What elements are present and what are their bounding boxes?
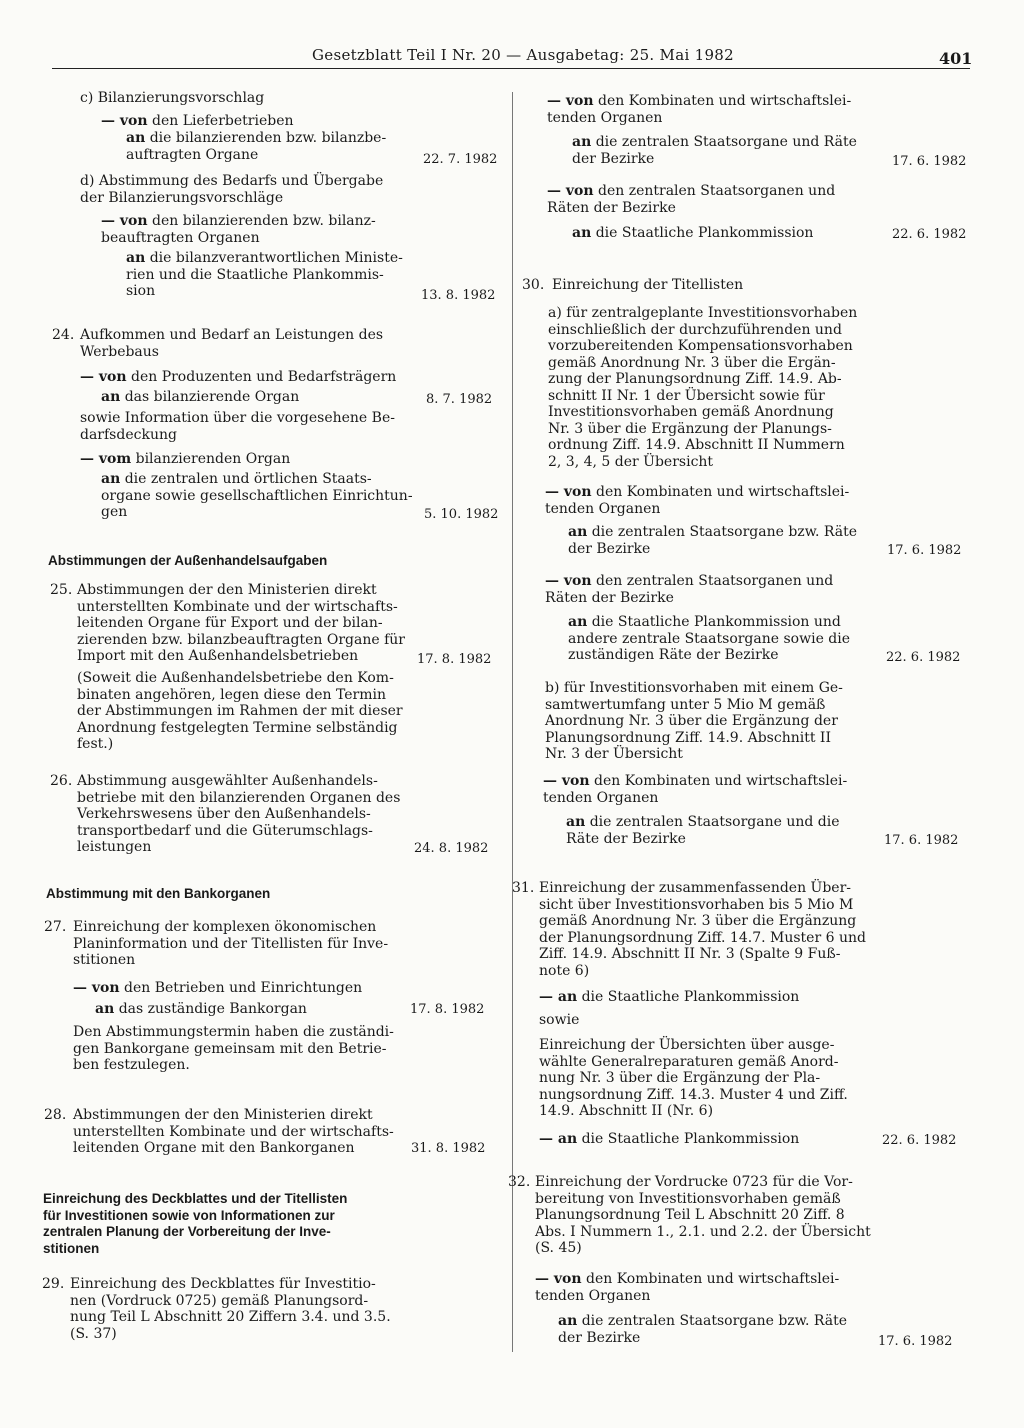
text-line: Räten der Bezirke [545, 589, 674, 606]
text-line: betriebe mit den bilanzierenden Organen des [77, 789, 401, 806]
keyword: von [565, 93, 594, 109]
text-line: sion [126, 283, 156, 299]
text-line: den Kombinaten und wirtschaftslei- [591, 484, 850, 500]
paragraph [73, 980, 362, 997]
dash-marker: — [545, 573, 564, 589]
text-line: das bilanzierende Organ [120, 389, 300, 405]
text-line: 14.9. Abschnitt II (Nr. 6) [539, 1103, 714, 1119]
paragraph [539, 1037, 848, 1120]
section-heading [46, 886, 270, 903]
text-line: a) für zentralgeplante Investitionsvorhaben [548, 305, 858, 321]
text-line: rien und die Staatliche Plankommis- [126, 266, 384, 283]
text-line: bereitung von Investitionsvorhaben gemäß [535, 1190, 841, 1207]
keyword: an [126, 250, 146, 266]
dash-marker: — [101, 113, 120, 129]
text-line: fest.) [77, 736, 114, 752]
text-line: die Staatliche Plankommission [577, 1131, 800, 1147]
deadline-date: 17. 6. 1982 [892, 154, 967, 169]
text-line: den Kombinaten und wirtschaftslei- [581, 1271, 840, 1287]
text-line: der Bezirke [572, 150, 655, 167]
paragraph [80, 410, 395, 443]
paragraph [80, 173, 383, 206]
keyword: an [568, 614, 588, 630]
item-number: 32. [508, 1174, 531, 1190]
paragraph [535, 1271, 839, 1304]
text-line: den zentralen Staatsorganen und [593, 183, 836, 199]
paragraph [80, 369, 396, 386]
dash-marker: — [545, 484, 564, 500]
paragraph [539, 1012, 579, 1029]
item-number: 25. [50, 582, 73, 598]
paragraph [545, 680, 843, 763]
heading-line: zentralen Planung der Vorbereitung der Inve- [43, 1224, 331, 1239]
keyword: an [101, 471, 121, 487]
paragraph [572, 134, 857, 167]
deadline-date: 17. 6. 1982 [878, 1334, 953, 1349]
text-line: nungsordnung Ziff. 14.3. Muster 4 und Ziff. [539, 1086, 848, 1103]
paragraph [539, 989, 799, 1006]
paragraph [101, 213, 376, 246]
text-line: tenden Organen [535, 1287, 651, 1304]
page-number: 401 [939, 49, 973, 68]
section-heading [43, 1191, 347, 1257]
text-line: Einreichung der Vordrucke 0723 für die Vor- [535, 1174, 853, 1190]
text-line: einschließlich der durchzuführenden und [548, 321, 842, 338]
text-line: Ziff. 14.9. Abschnitt II Nr. 3 (Spalte 9 Fuß- [539, 946, 841, 962]
paragraph [552, 277, 743, 294]
text-line: Einreichung der Titellisten [552, 277, 744, 293]
text-line: die Staatliche Plankommission und [587, 614, 841, 630]
keyword: an [558, 1313, 578, 1329]
text-line: leitenden Organe für Export und der bilan- [77, 615, 383, 631]
deadline-date: 17. 6. 1982 [884, 833, 959, 848]
text-line: Werbebaus [80, 343, 159, 360]
keyword: an [572, 225, 592, 241]
keyword: von [563, 484, 592, 500]
text-line: andere zentrale Staatsorgane sowie die [568, 630, 851, 647]
heading-line: Abstimmung mit den Bankorganen [46, 886, 271, 901]
paragraph [547, 183, 835, 216]
item-number: 24. [52, 327, 75, 343]
text-line: gen Bankorgane gemeinsam mit den Betrie- [73, 1040, 387, 1057]
text-line: die Staatliche Plankommission [591, 225, 814, 241]
text-line: (S. 37) [70, 1325, 117, 1342]
text-line: Verkehrswesens über den Außenhandels- [77, 806, 371, 822]
dash-marker: — [543, 773, 562, 789]
text-line: c) Bilanzierungsvorschlag [80, 90, 265, 106]
keyword: von [553, 1271, 582, 1287]
text-line: die zentralen Staatsorgane bzw. Räte [587, 524, 858, 540]
deadline-date: 22. 7. 1982 [423, 152, 498, 167]
text-line: gemäß Anordnung Nr. 3 über die Ergänzung [539, 913, 857, 929]
text-line: Einreichung der zusammenfassenden Über- [539, 880, 852, 896]
paragraph [101, 113, 294, 130]
paragraph [568, 524, 857, 557]
deadline-date: 22. 6. 1982 [886, 650, 961, 665]
deadline-date: 22. 6. 1982 [882, 1133, 957, 1148]
dash-marker: — [101, 213, 120, 229]
keyword: an [101, 389, 121, 405]
paragraph [101, 471, 413, 521]
text-line: zierenden bzw. bilanzbeauftragten Organe für [77, 631, 405, 648]
dash-marker: — [80, 451, 99, 467]
dash-marker: — [535, 1271, 554, 1287]
text-line: tenden Organen [545, 500, 661, 517]
heading-line: stitionen [43, 1240, 100, 1256]
text-line: (S. 45) [535, 1240, 582, 1256]
running-header: Gesetzblatt Teil I Nr. 20 — Ausgabetag: 25. Mai 1982 [312, 46, 734, 64]
text-line: Abstimmungen der den Ministerien direkt [77, 582, 377, 598]
text-line: sowie Information über die vorgesehene Be- [80, 410, 395, 426]
text-line: wählte Generalreparaturen gemäß Anord- [539, 1053, 839, 1070]
deadline-date: 8. 7. 1982 [426, 392, 493, 407]
paragraph [101, 389, 299, 406]
paragraph [547, 93, 851, 126]
text-line: sicht über Investitionsvorhaben bis 5 Mio M [539, 896, 854, 913]
text-line: darfsdeckung [80, 426, 177, 443]
text-line: b) für Investitionsvorhaben mit einem Ge- [545, 680, 843, 696]
text-line: den Betrieben und Einrichtungen [119, 980, 363, 996]
text-line: Einreichung der Übersichten über ausge- [539, 1037, 835, 1053]
text-line: die bilanzierenden bzw. bilanzbe- [145, 130, 387, 146]
text-line: das zuständige Bankorgan [114, 1001, 307, 1017]
text-line: die zentralen Staatsorgane und die [585, 814, 840, 830]
text-line: tenden Organen [547, 109, 663, 126]
text-line: d) Abstimmung des Bedarfs und Übergabe [80, 173, 384, 189]
text-line: die zentralen Staatsorgane bzw. Räte [577, 1313, 848, 1329]
text-line: vorzubereitenden Kompensationsvorhaben [548, 338, 853, 354]
text-line: die bilanzverantwortlichen Ministe- [145, 250, 403, 266]
text-line: Planungsordnung Teil L Abschnitt 20 Ziff. 8 [535, 1207, 845, 1223]
text-line: organe sowie gesellschaftlichen Einrichtun- [101, 487, 413, 504]
keyword: von [565, 183, 594, 199]
deadline-date: 17. 8. 1982 [410, 1002, 485, 1017]
text-line: Abstimmung ausgewählter Außenhandels- [77, 773, 378, 789]
paragraph [80, 90, 264, 107]
text-line: leitenden Organe mit den Bankorganen [73, 1140, 355, 1156]
text-line: Investitionsvorhaben gemäß Anordnung [548, 404, 834, 420]
paragraph [77, 670, 403, 753]
text-line: binaten angehören, legen diese den Termin [77, 686, 386, 703]
dash-marker: — [539, 989, 558, 1005]
column-divider [512, 92, 513, 1352]
paragraph [548, 305, 857, 470]
text-line: die zentralen Staatsorgane und Räte [591, 134, 857, 150]
text-line: nen (Vordruck 0725) gemäß Planungsord- [70, 1292, 369, 1309]
deadline-date: 17. 6. 1982 [887, 543, 962, 558]
paragraph [77, 773, 400, 856]
text-line: die zentralen und örtlichen Staats- [120, 471, 372, 487]
text-line: gemäß Anordnung Nr. 3 über die Ergän- [548, 354, 836, 371]
item-number: 26. [50, 773, 73, 789]
dash-marker: — [80, 369, 99, 385]
item-number: 31. [512, 880, 535, 896]
text-line: bilanzierenden Organ [131, 451, 291, 467]
keyword: an [566, 814, 586, 830]
paragraph [543, 773, 847, 806]
deadline-date: 13. 8. 1982 [421, 288, 496, 303]
text-line: Anordnung festgelegten Termine selbständig [77, 719, 398, 736]
text-line: Import mit den Außenhandelsbetrieben [77, 648, 359, 664]
text-line: Planinformation und der Titellisten für Inve- [73, 935, 389, 952]
paragraph [539, 1131, 799, 1148]
item-number: 30. [522, 277, 545, 293]
text-line: der Bezirke [568, 540, 651, 557]
paragraph [566, 814, 840, 847]
header-rule [52, 68, 970, 69]
text-line: den Kombinaten und wirtschaftslei- [593, 93, 852, 109]
paragraph [572, 225, 813, 242]
text-line: ben festzulegen. [73, 1057, 190, 1073]
paragraph [535, 1174, 871, 1257]
paragraph [73, 919, 388, 969]
text-line: den Kombinaten und wirtschaftslei- [589, 773, 848, 789]
keyword: von [98, 369, 127, 385]
text-line: den Lieferbetrieben [147, 113, 294, 129]
text-line: der Bilanzierungsvorschläge [80, 189, 284, 206]
text-line: zung der Planungsordnung Ziff. 14.9. Ab- [548, 371, 842, 387]
paragraph [545, 573, 833, 606]
text-line: der Planungsordnung Ziff. 14.7. Muster 6 und [539, 929, 866, 946]
text-line: Abstimmungen der den Ministerien direkt [73, 1107, 373, 1123]
text-line: der Bezirke [558, 1329, 641, 1346]
paragraph [539, 880, 866, 979]
item-number: 27. [44, 919, 67, 935]
heading-line: Einreichung des Deckblattes und der Titellisten [43, 1191, 348, 1206]
text-line: tenden Organen [543, 789, 659, 806]
text-line: Räten der Bezirke [547, 199, 676, 216]
keyword: an [572, 134, 592, 150]
text-line: zuständigen Räte der Bezirke [568, 647, 779, 663]
text-line: stitionen [73, 952, 136, 968]
heading-line: Abstimmungen der Außenhandelsaufgaben [48, 553, 328, 568]
keyword: an [557, 1131, 578, 1147]
text-line: auftragten Organe [126, 146, 259, 163]
deadline-date: 22. 6. 1982 [892, 227, 967, 242]
text-line: Aufkommen und Bedarf an Leistungen des [80, 327, 384, 343]
text-line: schnitt II Nr. 1 der Übersicht sowie für [548, 387, 825, 404]
paragraph [73, 1024, 394, 1074]
text-line: Nr. 3 der Übersicht [545, 746, 683, 762]
paragraph [70, 1276, 391, 1342]
text-line: Einreichung der komplexen ökonomischen [73, 919, 377, 935]
text-line: die Staatliche Plankommission [577, 989, 800, 1005]
text-line: Nr. 3 über die Ergänzung der Planungs- [548, 420, 832, 437]
paragraph [568, 614, 850, 664]
item-number: 28. [44, 1107, 67, 1123]
text-line: Räte der Bezirke [566, 830, 686, 847]
text-line: unterstellten Kombinate und der wirtschafts- [73, 1123, 394, 1140]
dash-marker: — [73, 980, 92, 996]
text-line: gen [101, 504, 128, 520]
text-line: Einreichung des Deckblattes für Investitio- [70, 1276, 376, 1292]
text-line: samtwertumfang unter 5 Mio M gemäß [545, 696, 826, 713]
paragraph [95, 1001, 307, 1018]
paragraph [545, 484, 849, 517]
dash-marker: — [547, 93, 566, 109]
text-line: der Abstimmungen im Rahmen der mit dieser [77, 703, 403, 719]
paragraph [73, 1107, 394, 1157]
keyword: von [91, 980, 120, 996]
deadline-date: 17. 8. 1982 [417, 652, 492, 667]
text-line: ordnung Ziff. 14.9. Abschnitt II Nummern [548, 437, 845, 453]
text-line: den bilanzierenden bzw. bilanz- [147, 213, 376, 229]
paragraph [126, 130, 386, 163]
text-line: sowie [539, 1012, 580, 1028]
keyword: von [563, 573, 592, 589]
text-line: nung Teil L Abschnitt 20 Ziffern 3.4. und 3.5. [70, 1309, 391, 1325]
text-line: beauftragten Organen [101, 229, 260, 246]
keyword: von [119, 213, 148, 229]
paragraph [77, 582, 405, 665]
keyword: von [119, 113, 148, 129]
text-line: Planungsordnung Ziff. 14.9. Abschnitt II [545, 729, 831, 746]
section-heading [48, 553, 327, 570]
text-line: leistungen [77, 839, 152, 855]
dash-marker: — [547, 183, 566, 199]
dash-marker: — [539, 1131, 558, 1147]
item-number: 29. [42, 1276, 65, 1292]
keyword: an [126, 130, 146, 146]
deadline-date: 5. 10. 1982 [424, 507, 499, 522]
text-line: Den Abstimmungstermin haben die zuständi- [73, 1024, 394, 1040]
text-line: nung Nr. 3 über die Ergänzung der Pla- [539, 1070, 821, 1086]
text-line: transportbedarf und die Güterumschlags- [77, 822, 373, 839]
paragraph [80, 451, 290, 468]
keyword: an [568, 524, 588, 540]
text-line: unterstellten Kombinate und der wirtschafts- [77, 598, 398, 615]
deadline-date: 31. 8. 1982 [411, 1141, 486, 1156]
keyword: von [561, 773, 590, 789]
paragraph [558, 1313, 847, 1346]
text-line: Abs. I Nummern 1., 2.1. und 2.2. der Übersicht [535, 1223, 871, 1240]
keyword: vom [98, 451, 132, 467]
text-line: den Produzenten und Bedarfsträgern [126, 369, 397, 385]
text-line: note 6) [539, 962, 590, 979]
keyword: an [557, 989, 578, 1005]
text-line: Anordnung Nr. 3 über die Ergänzung der [545, 713, 838, 729]
heading-line: für Investitionen sowie von Informationen zur [43, 1207, 335, 1223]
paragraph [80, 327, 383, 360]
paragraph [126, 250, 403, 300]
text-line: (Soweit die Außenhandelsbetriebe den Kom- [77, 670, 394, 686]
deadline-date: 24. 8. 1982 [414, 841, 489, 856]
text-line: den zentralen Staatsorganen und [591, 573, 834, 589]
keyword: an [95, 1001, 115, 1017]
text-line: 2, 3, 4, 5 der Übersicht [548, 453, 714, 470]
